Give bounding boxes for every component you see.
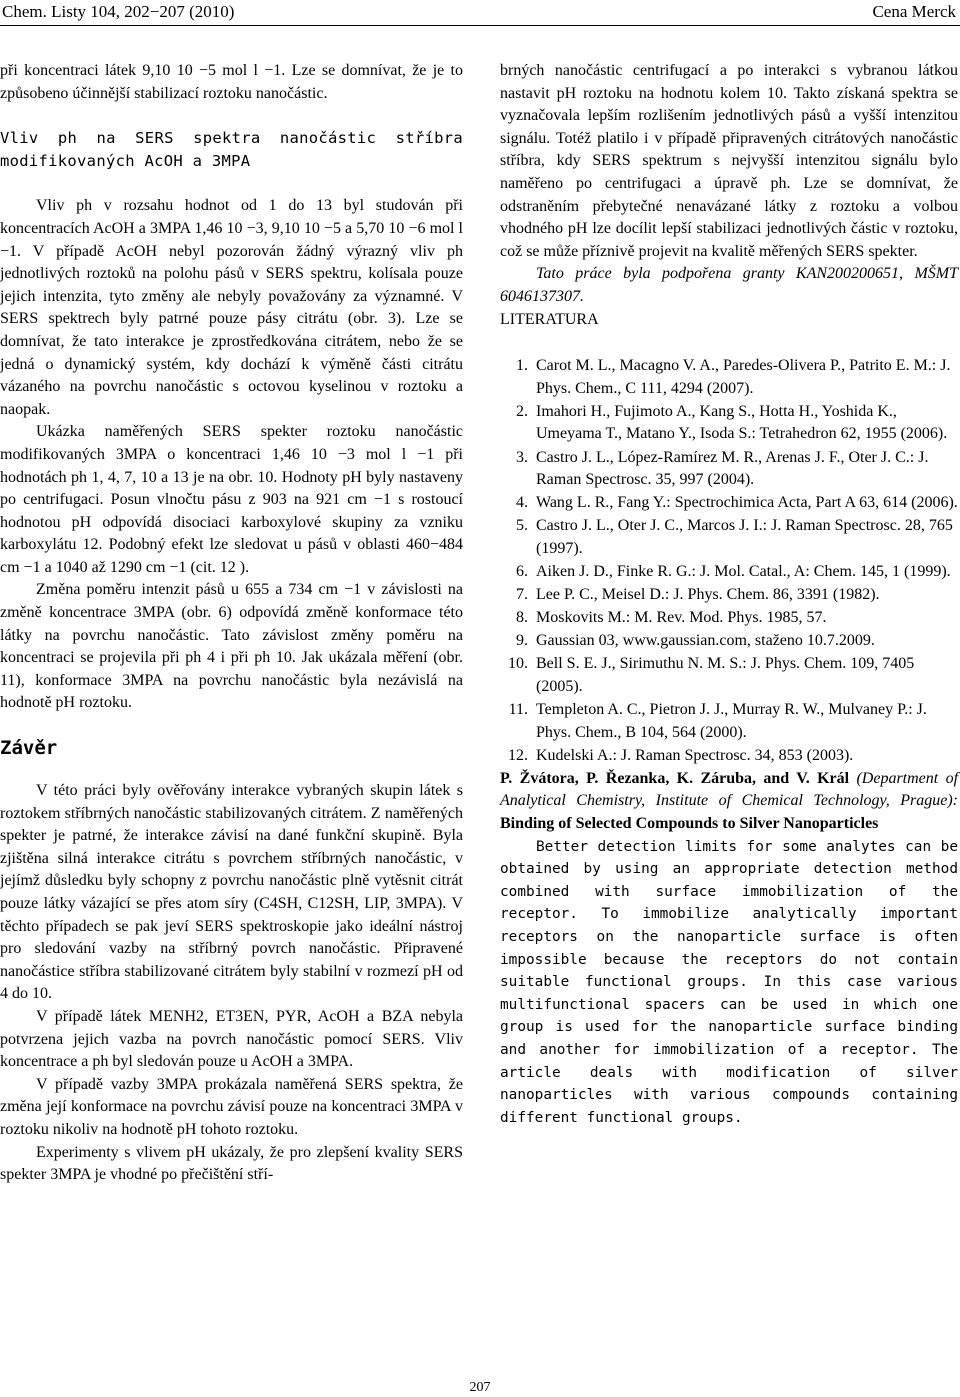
abstract-authors: P. Žvátora, P. Řezanka, K. Záruba, and V. Král [500,769,850,787]
left-column [0,60,463,1187]
reference-item: 7. Lee P. C., Meisel D.: J. Phys. Chem. 86, 3391 (1982). [516,586,880,604]
reference-item: 3. Castro J. L., López-Ramírez M. R., Arenas J. F., Oter J. C.: J. Raman Spectrosc. 35, 997 (2004). [516,448,929,489]
reference-item: 9. Gaussian 03, www.gaussian.com, staženo 10.7.2009. [516,632,875,650]
reference-item: 6. Aiken J. D., Finke R. G.: J. Mol. Catal., A: Chem. 145, 1 (1999). [516,562,951,580]
conclusion-heading: Závěr [0,737,58,760]
paragraph-ph-range: Vliv ph v rozsahu hodnot od 1 do 13 byl studován při koncentracích AcOH a 3MPA 1,46 10 −3, 9,10 10 −5 a 5,70 10 −6 mol l −1. V případě AcOH nebyl pozorován žádný výrazný vliv ph jednotlivých roztoků na polohu pásů v SERS spektru, kolísala pouze jejich intenzita, tyto změny ale nebyly považovány za významné. V SERS spektrech byly patrné pouze pásy citrátu (obr. 3). Lze se domnívat, že tato interakce je zprostředkována citrátem, nebo že se jedná o dynamický systém, kdy dochází k výměně části citrátu vázaného na povrchu nanočástic s octovou kyselinou v roztoku a naopak. [0,197,463,418]
paragraph-intensity-ratio: Změna poměru intenzit pásů u 655 a 734 cm −1 v závislosti na změně koncentrace 3MPA (obr. 6) odpovídá změně konformace této látky na povrchu nanočástic. Tato závislost změny poměru na koncentraci se projevila při ph 4 i při ph 10. Jak ukázala měření (obr. 11), konformace 3MPA na povrchu nanočástic byla nezávislá na hodnotě pH roztoku. [0,581,463,712]
abstract-body: Better detection limits for some analytes can be obtained by using an appropriate detection method combined with surface immobilization of the receptor. To immobilize analytically important receptors on the nanoparticle surface is often impossible because the receptors do not contain suitable functional groups. In this case various multifunctional spacers can be used in which one group is used for the nanoparticle surface binding and another for immobilization of a receptor. The article deals with modification of silver nanoparticles with various compounds containing different functional groups. [500,838,958,1126]
references-heading: LITERATURA [500,310,599,328]
reference-item: 12. Kudelski A.: J. Raman Spectrosc. 34, 853 (2003). [508,746,854,764]
reference-item: 8. Moskovits M.: M. Rev. Mod. Phys. 1985, 57. [516,609,827,627]
page-number: 207 [469,1380,491,1395]
journal-citation: Chem. Listy 104, 202−207 (2010) [2,2,235,21]
reference-item: 5. Castro J. L., Oter J. C., Marcos J. I.: J. Raman Spectrosc. 28, 765 (1997). [516,517,953,557]
reference-list [500,355,958,767]
abstract-affiliation: (Department of Analytical Chemistry, Institute of Chemical Technology, Prague): [500,769,959,810]
paragraph-conclusion-4: Experimenty s vlivem pH ukázaly, že pro zlepšení kvality SERS spekter 3MPA je vhodné po přečištění stří- [0,1143,463,1184]
abstract-header [500,768,958,836]
right-column [500,60,958,1129]
reference-item: 10. Bell S. E. J., Sirimuthu N. M. S.: J. Phys. Chem. 109, 7405 (2005). [508,655,915,695]
section-name: Cena Merck [872,2,956,21]
reference-item: 1. Carot M. L., Macagno V. A., Paredes-Olivera P., Patrito E. M.: J. Phys. Chem., C 111, 4294 (2007). [516,357,951,397]
paragraph-conclusion-2: V případě látek MENH2, ET3EN, PYR, AcOH a BZA nebyla potvrzena jejich vazba na povrch nanočástic pomocí SERS. Vliv koncentrace a ph byl sledován pouze u AcOH a 3MPA. [0,1007,463,1071]
paragraph-continued: při koncentraci látek 9,10 10 −5 mol l −1. Lze se domnívat, že je to způsobeno účinnější stabilizací roztoku nanočástic. [0,62,463,102]
reference-item: 11. Templeton A. C., Pietron J. J., Murray R. W., Mulvaney P.: J. Phys. Chem., B 104, 564 (2000). [508,701,927,741]
abstract-title: Binding of Selected Compounds to Silver Nanoparticles [500,815,879,832]
acknowledgement: Tato práce byla podpořena granty KAN200200651, MŠMT 6046137307. [500,265,958,305]
reference-item: 4. Wang L. R., Fang Y.: Spectrochimica Acta, Part A 63, 614 (2006). [516,494,958,512]
paragraph-conclusion-1: V této práci byly ověřovány interakce vybraných skupin látek s roztokem stříbrných nanočástic stabilizovaných citrátem. Z naměřených spekter je patrné, že interakce závisí na dané funkční skupině. Byla zjištěna silná interakce citrátu s povrchem stříbrných nanočástic, v jejímž důsledku byly schopny z povrchu nanočástic plně vytěsnit citrát pouze látky vázající se přes atom síry (C4SH, C12SH, LIP, 3MPA). V těchto případech se pak jeví SERS spektroskopie jako ideální nástroj pro sledování vazby na stříbrný povrch nanočástic. Připravené nanočástice stříbra stabilizované citrátem byly stabilní v rozmezí pH od 4 do 10. [0,782,463,1003]
paragraph-conclusion-3: V případě vazby 3MPA prokázala naměřená SERS spektra, že změna její konformace na povrchu závisí pouze na koncentraci 3MPA v roztoku nikoliv na hodnotě pH tohoto roztoku. [0,1075,463,1138]
section-heading-ph: Vliv ph na SERS spektra nanočástic stříbra modifikovaných AcOH a 3MPA [0,129,463,170]
paragraph-continued-right: brných nanočástic centrifugací a po interakci s vybranou látkou nastavit pH roztoku na hodnotu kolem 10. Takto získaná spektra se vyznačovala lepším rozlišením jednotlivých pásů a vyšší intenzitou signálu. Totéž platilo i v případě připravených citrátových nanočástic stříbra, kdy SERS spektrum s nejvyšší intenzitou signálu bylo naměřeno po centrifugaci a úpravě ph. Lze se domnívat, že odstraněním přebytečné nenavázané látky z roztoku a volbou vhodného pH lze docílit lepší stabilizaci jednotlivých částic v roztoku, což se může příznivě projevit na kvalitě měřených SERS spekter. [500,62,958,260]
reference-item: 2. Imahori H., Fujimoto A., Kang S., Hotta H., Yoshida K., Umeyama T., Matano Y., Isoda S.: Tetrahedron 62, 1955 (2006). [516,402,948,443]
page-header [0,0,960,26]
paragraph-3mpa-spectra: Ukázka naměřených SERS spekter roztoku nanočástic modifikovaných 3MPA o koncentraci 1,46 10 −3 mol l −1 při hodnotách ph 1, 4, 7, 10 a 13 je na obr. 10. Hodnoty pH byly nastaveny po centrifugaci. Posun vlnočtu pásu z 903 na 921 cm −1 s rostoucí hodnotou pH odpovídá disociaci karboxylové skupiny za vzniku karboxylátu 12. Podobný efekt lze sledovat u pásů v oblasti 460−484 cm −1 a 1040 až 1290 cm −1 (cit. 12 ). [0,423,463,576]
